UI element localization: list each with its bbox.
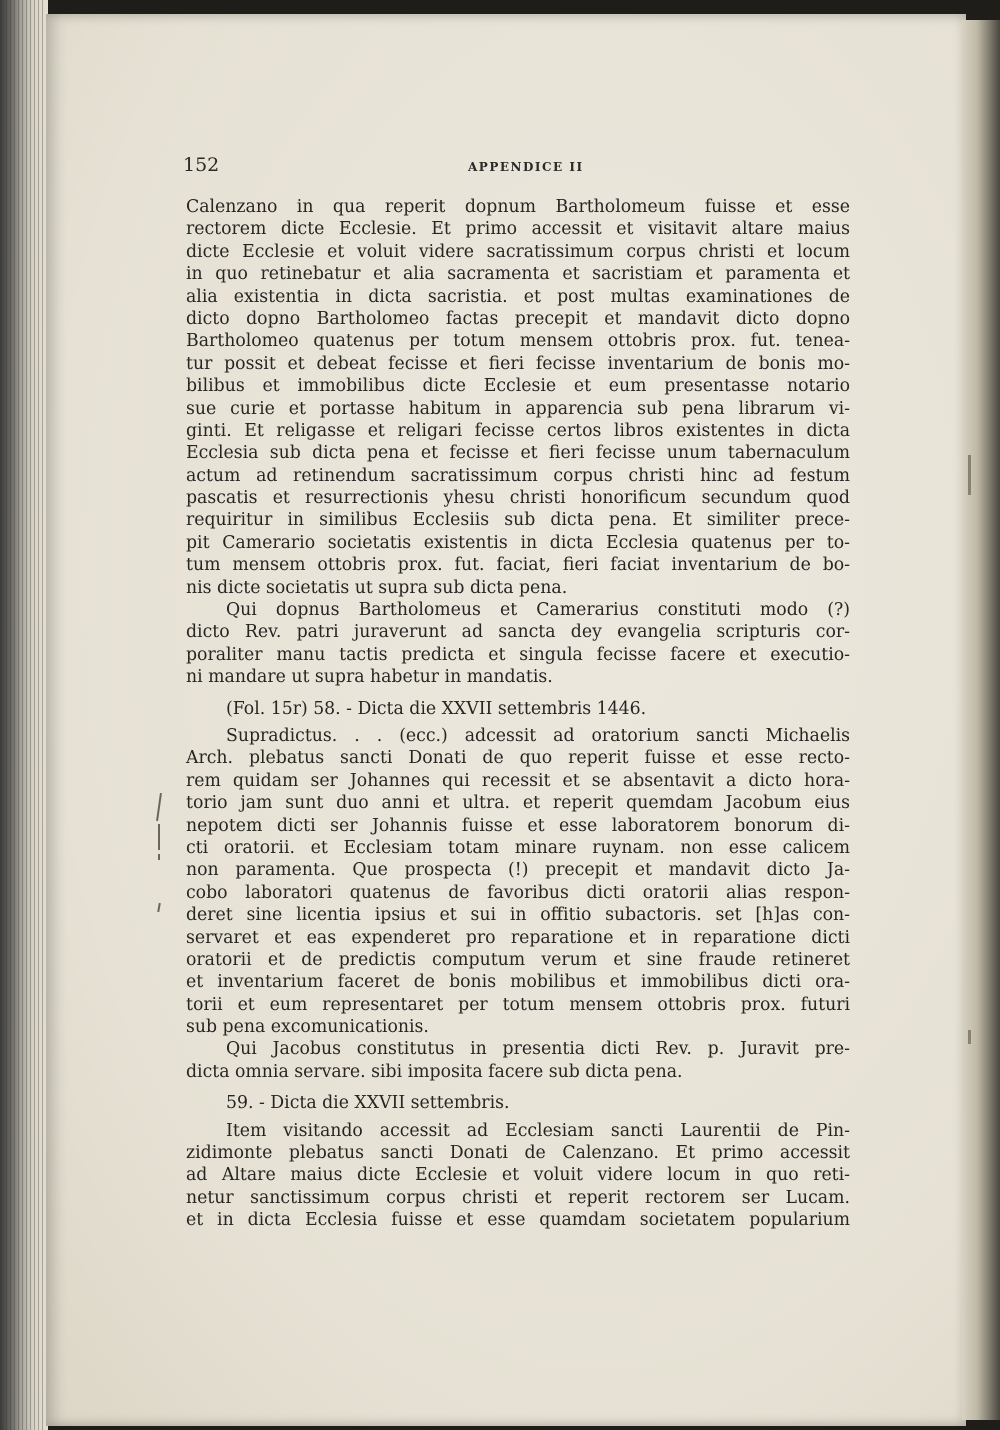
text-line: pit Camerario societatis existentis in dicta Ecclesia quatenus per to-: [186, 532, 850, 553]
text-line: pascatis et resurrectionis yhesu christi honorificum secundum quod: [186, 488, 850, 509]
text-line: Item visitando accessit ad Ecclesiam sancti Laurentii de Pin-: [226, 1120, 850, 1141]
right-margin-mark: [968, 455, 971, 495]
body-text: [186, 196, 850, 1232]
page-header: [183, 150, 851, 180]
text-line: alia existentia in dicta sacristia. et post multas examinationes de: [186, 286, 850, 307]
text-line: Supradictus. . . (ecc.) adcessit ad oratorium sancti Michaelis: [226, 725, 850, 746]
text-line: dicto Rev. patri juraverunt ad sancta dey evangelia scripturis cor-: [186, 622, 850, 643]
text-line: nepotem dicti ser Johannis fuisse et esse laboratorem bonorum di-: [186, 815, 850, 836]
text-line: non paramenta. Que prospecta (!) precepit et mandavit dicto Ja-: [186, 860, 850, 881]
text-line: requiritur in similibus Ecclesiis sub dicta pena. Et similiter prece-: [186, 510, 850, 531]
text-line: actum ad retinendum sacratissimum corpus christi hinc ad festum: [186, 465, 850, 486]
text-line: tum mensem ottobris prox. fut. faciat, fieri faciat inventarium de bo-: [186, 555, 850, 576]
text-line: cobo laboratori quatenus de favoribus dicti oratorii alias respon-: [186, 882, 850, 903]
page-stack-edges: [6, 0, 46, 1430]
text-line: dicte Ecclesie et voluit videre sacratissimum corpus christi et locum: [186, 241, 850, 262]
text-line: bilibus et immobilibus dicte Ecclesie et eum presentasse notario: [186, 376, 850, 397]
text-line: sue curie et portasse habitum in apparencia sub pena librarum vi-: [186, 398, 850, 419]
text-line: servaret et eas expenderet pro reparatione et in reparatione dicti: [186, 927, 850, 948]
entry-heading: 59. - Dicta die XXVII settembris.: [226, 1093, 510, 1114]
text-line: ni mandare ut supra habetur in mandatis.: [186, 667, 553, 688]
text-line: sub pena excomunicationis.: [186, 1017, 429, 1038]
text-line: tur possit et debeat fecisse et fieri fecisse inventarium de bonis mo-: [186, 353, 850, 374]
right-margin-mark: [968, 1030, 971, 1044]
entry-heading: (Fol. 15r) 58. - Dicta die XXVII settembris 1446.: [226, 698, 647, 719]
text-line: dicta omnia servare. sibi imposita facere sub dicta pena.: [186, 1061, 683, 1082]
margin-pencil-mark: [158, 854, 160, 860]
text-line: dicto dopno Bartholomeo factas precepit et mandavit dicto dopno: [186, 308, 850, 329]
text-line: ad Altare maius dicte Ecclesie et voluit videre locum in quo reti-: [186, 1165, 850, 1186]
text-line: in quo retinebatur et alia sacramenta et sacristiam et paramenta et: [186, 264, 850, 285]
text-line: torii et eum representaret per totum mensem ottobris prox. futuri: [186, 994, 850, 1015]
text-line: cti oratorii. et Ecclesiam totam minare ruynam. non esse calicem: [186, 837, 850, 858]
text-line: zidimonte plebatus sancti Donati de Calenzano. Et primo accessit: [186, 1143, 850, 1164]
text-line: Qui dopnus Bartholomeus et Camerarius constituti modo (?): [226, 600, 850, 621]
text-line: oratorii et de predictis computum verum et sine fraude retineret: [186, 949, 850, 970]
text-line: rectorem dicte Ecclesie. Et primo accessit et visitavit altare maius: [186, 219, 850, 240]
page-number: 152: [183, 154, 220, 176]
text-line: rem quidam ser Johannes qui recessit et se absentavit a dicto hora-: [186, 770, 850, 791]
text-line: Bartholomeo quatenus per totum mensem ottobris prox. fut. tenea-: [186, 331, 850, 352]
running-head: APPENDICE II: [468, 160, 584, 174]
text-line: nis dicte societatis ut supra sub dicta pena.: [186, 577, 568, 598]
text-line: deret sine licentia ipsius et sui in offitio subactoris. set [h]as con-: [186, 905, 850, 926]
text-line: et inventarium faceret de bonis mobilibus et immobilibus dicti ora-: [186, 972, 850, 993]
text-line: torio jam sunt duo anni et ultra. et reperit quemdam Jacobum eius: [186, 793, 850, 814]
text-line: netur sanctissimum corpus christi et reperit rectorem ser Lucam.: [186, 1187, 850, 1208]
text-line: poraliter manu tactis predicta et singula fecisse facere et executio-: [186, 644, 850, 665]
margin-pencil-mark: [158, 824, 160, 850]
text-line: ginti. Et religasse et religari fecisse certos libros existentes in dicta: [186, 420, 850, 441]
text-line: Ecclesia sub dicta pena et fecisse et fieri fecisse unum tabernaculum: [186, 443, 850, 464]
text-line: Calenzano in qua reperit dopnum Bartholomeum fuisse et esse: [186, 197, 850, 217]
text-line: et in dicta Ecclesia fuisse et esse quamdam societatem popularium: [186, 1210, 850, 1231]
facing-page-edge: [962, 20, 1000, 1420]
text-line: Arch. plebatus sancti Donati de quo reperit fuisse et esse recto-: [186, 748, 850, 769]
text-line: Qui Jacobus constitutus in presentia dicti Rev. p. Juravit pre-: [226, 1039, 850, 1060]
